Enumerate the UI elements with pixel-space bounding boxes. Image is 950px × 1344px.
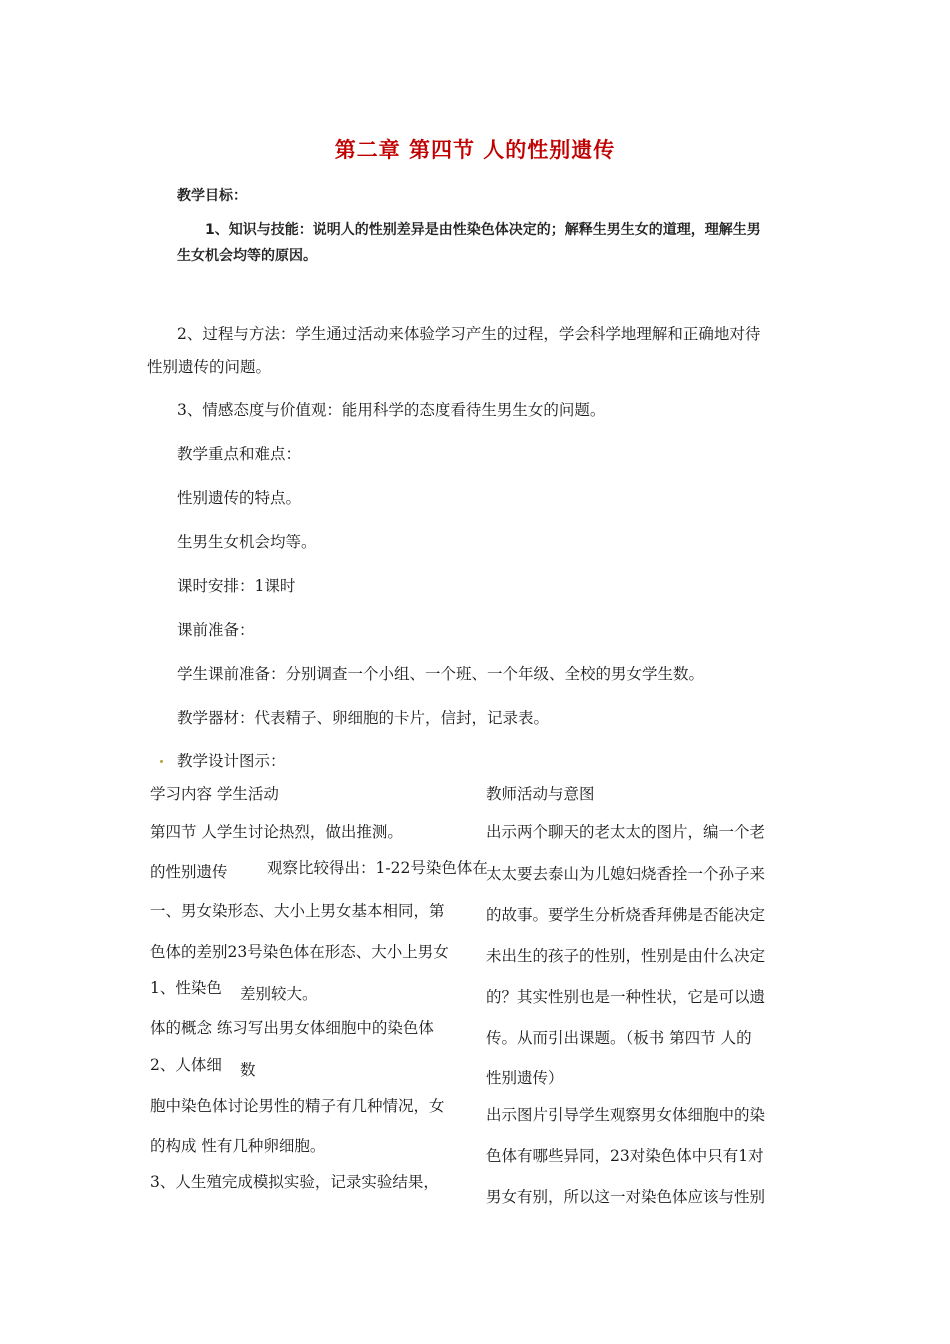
table-left-line: 的性别遗传 <box>150 863 228 881</box>
table-left-line: 胞中染色体讨论男性的精子有几种情况，女 <box>150 1097 445 1115</box>
table-right-line: 传。从而引出课题。（板书 第四节 人的 <box>486 1029 752 1047</box>
objective-1-line-1: 1、知识与技能：说明人的性别差异是由性染色体决定的；解释生男生女的道理，理解生男 <box>205 222 761 238</box>
schedule: 课时安排：1课时 <box>177 577 296 595</box>
prep-heading: 课前准备： <box>177 621 255 639</box>
table-right-line: 性别遗传） <box>486 1069 564 1087</box>
table-left-line-tail: 观察比较得出：1-22号染色体在 <box>267 859 488 877</box>
table-left-line: 的构成 性有几种卵细胞。 <box>150 1137 326 1155</box>
table-left-line: 学习内容 学生活动 <box>150 785 279 803</box>
student-prep: 学生课前准备：分别调查一个小组、一个班、一个年级、全校的男女学生数。 <box>177 665 705 683</box>
table-left-line: 1、性染色 <box>150 979 222 997</box>
key-points-heading: 教学重点和难点： <box>177 445 302 463</box>
table-right-line: 出示图片引导学生观察男女体细胞中的染 <box>486 1106 766 1124</box>
table-left-line: 3、人生殖完成模拟实验，记录实验结果， <box>150 1173 439 1191</box>
table-left-line: 一、男女染形态、大小上男女基本相同，第 <box>150 902 445 920</box>
table-right-line: 教师活动与意图 <box>486 785 595 803</box>
table-right-line: 色体有哪些异同，23对染色体中只有1对 <box>486 1147 764 1165</box>
objective-3: 3、情感态度与价值观：能用科学的态度看待生男生女的问题。 <box>177 401 606 419</box>
design-heading: 教学设计图示： <box>177 752 286 770</box>
table-left-line: 体的概念 练习写出男女体细胞中的染色体 <box>150 1019 434 1037</box>
table-left-line-tail: 差别较大。 <box>240 985 318 1003</box>
objectives-heading: 教学目标： <box>177 188 247 204</box>
key-point-2: 生男生女机会均等。 <box>177 533 317 551</box>
table-right-line: 出示两个聊天的老太太的图片，编一个老 <box>486 823 766 841</box>
objective-2-line-1: 2、过程与方法：学生通过活动来体验学习产生的过程，学会科学地理解和正确地对待 <box>177 325 761 343</box>
objective-1-line-2: 生女机会均等的原因。 <box>177 248 317 264</box>
table-left-line: 2、人体细 <box>150 1056 222 1074</box>
table-right-line: 男女有别，所以这一对染色体应该与性别 <box>486 1188 766 1206</box>
page-title: 第二章 第四节 人的性别遗传 <box>334 138 616 162</box>
table-right-line: 的故事。要学生分析烧香拜佛是否能决定 <box>486 906 766 924</box>
table-left-line-tail: 数 <box>240 1061 256 1079</box>
table-left-line: 色体的差别23号染色体在形态、大小上男女 <box>150 943 449 961</box>
table-left-line: 第四节 人学生讨论热烈，做出推测。 <box>150 823 403 841</box>
key-point-1: 性别遗传的特点。 <box>177 489 302 507</box>
materials: 教学器材：代表精子、卵细胞的卡片，信封，记录表。 <box>177 709 550 727</box>
table-right-line: 未出生的孩子的性别，性别是由什么决定 <box>486 947 766 965</box>
decorative-dot <box>160 760 163 763</box>
objective-2-line-2: 性别遗传的问题。 <box>147 358 272 376</box>
table-right-line: 太太要去泰山为儿媳妇烧香拴一个孙子来 <box>486 865 766 883</box>
table-right-line: 的？其实性别也是一种性状，它是可以遗 <box>486 988 766 1006</box>
